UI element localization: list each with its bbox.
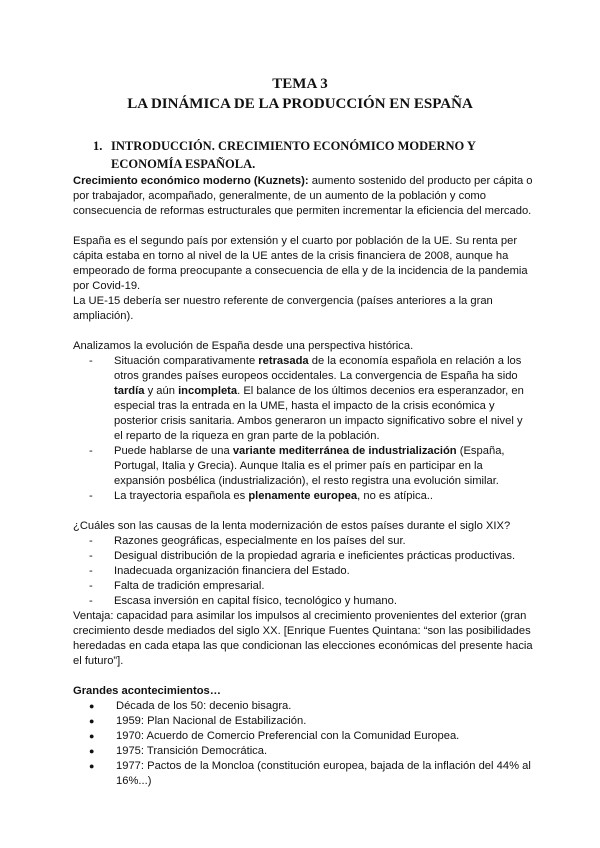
page-subtitle: LA DINÁMICA DE LA PRODUCCIÓN EN ESPAÑA	[127, 96, 473, 112]
bullet-icon: ●	[89, 746, 95, 756]
spain-paragraph: España es el segundo país por extensión y el cuarto por población de la UE. Su renta per cápita estaba en torno al nivel de la UE antes de la crisis financiera de 2008, aunque ha empeorado de forma preocupante a consecuencia de ella y de la incidencia de la pandemia por Covid-19.	[73, 235, 528, 292]
list-item: - Razones geográficas, especialmente en los países del sur.	[89, 535, 406, 547]
definition-term: Crecimiento económico moderno (Kuznets):	[73, 175, 309, 187]
definition-text: aumento sostenido del producto per cápita o por trabajador, acompañado, generalmente, de un aumento de la población y como consecuencia de reformas estructurales que permiten incrementar la eficiencia del mercado.	[73, 175, 533, 217]
list-item: ● 1977: Pactos de la Moncloa (constitución europea, bajada de la inflación del 44% al 16%...)	[89, 760, 531, 787]
list-item: ● 1975: Transición Democrática.	[89, 745, 268, 757]
dash-marker: -	[89, 535, 93, 547]
question-paragraph: ¿Cuáles son las causas de la lenta modernización de estos países durante el siglo XIX?	[73, 520, 511, 532]
bullet-icon: ●	[89, 761, 95, 771]
bullet-icon: ●	[89, 716, 95, 726]
dash-marker: -	[89, 580, 93, 592]
page-title: TEMA 3	[272, 76, 328, 92]
list-item: ● Década de los 50: decenio bisagra.	[89, 700, 292, 712]
dash-marker: -	[89, 355, 93, 367]
list-item: - Falta de tradición empresarial.	[89, 580, 265, 592]
events-heading: Grandes acontecimientos…	[73, 685, 221, 697]
definition-paragraph	[73, 174, 533, 219]
list-item: - Escasa inversión en capital físico, tecnológico y humano.	[89, 595, 397, 607]
list-item: - Inadecuada organización financiera del Estado.	[89, 565, 350, 577]
events-list	[73, 699, 533, 789]
dash-marker: -	[89, 595, 93, 607]
document-body	[73, 174, 533, 789]
dash-marker: -	[89, 550, 93, 562]
analysis-paragraph: Analizamos la evolución de España desde una perspectiva histórica.	[73, 340, 414, 352]
dash-marker: -	[89, 490, 93, 502]
ue15-paragraph: La UE-15 debería ser nuestro referente de convergencia (países anteriores a la gran ampliación).	[73, 295, 493, 322]
causes-list	[73, 534, 533, 609]
list-item: - Situación comparativamente retrasada de la economía española en relación a los otros grandes países europeos occidentales. La convergencia de España ha sido tardía y aún incompleta. El balance de los últimos decenios era esperanzador, en especial tras la entrada en la UME, hasta el impacto de la crisis económica y posterior crisis sanitaria. Ambos generaron un impacto significativo sobre el nivel y el reparto de la riqueza en gran parte de la población.	[89, 355, 524, 442]
bullet-icon: ●	[89, 731, 95, 741]
dash-marker: -	[89, 445, 93, 457]
list-item: ● 1970: Acuerdo de Comercio Preferencial con la Comunidad Europea.	[89, 730, 460, 742]
list-item: - La trayectoria española es plenamente europea, no es atípica..	[89, 490, 434, 502]
list-item: ● 1959: Plan Nacional de Estabilización.	[89, 715, 307, 727]
list-item: - Desigual distribución de la propiedad agraria e ineficientes prácticas productivas.	[89, 550, 516, 562]
bullet-icon: ●	[89, 701, 95, 711]
list-item: - Puede hablarse de una variante mediterránea de industrialización (España, Portugal, Italia y Grecia). Aunque Italia es el primer país en participar en la expansión posbélica (industrialización), el resto registra una evolución similar.	[89, 445, 505, 487]
analysis-list	[73, 354, 533, 504]
section-title: INTRODUCCIÓN. CRECIMIENTO ECONÓMICO MODERNO Y ECONOMÍA ESPAÑOLA.	[111, 139, 476, 171]
advantage-paragraph: Ventaja: capacidad para asimilar los impulsos al crecimiento provenientes del exterior (gran crecimiento desde mediados del siglo XX. [Enrique Fuentes Quintana: “son las posibilidades heredadas en cada etapa las que condicionan las elecciones económicas del presente hacia el futuro”].	[73, 610, 533, 667]
dash-marker: -	[89, 565, 93, 577]
section-number: 1.	[93, 139, 103, 153]
